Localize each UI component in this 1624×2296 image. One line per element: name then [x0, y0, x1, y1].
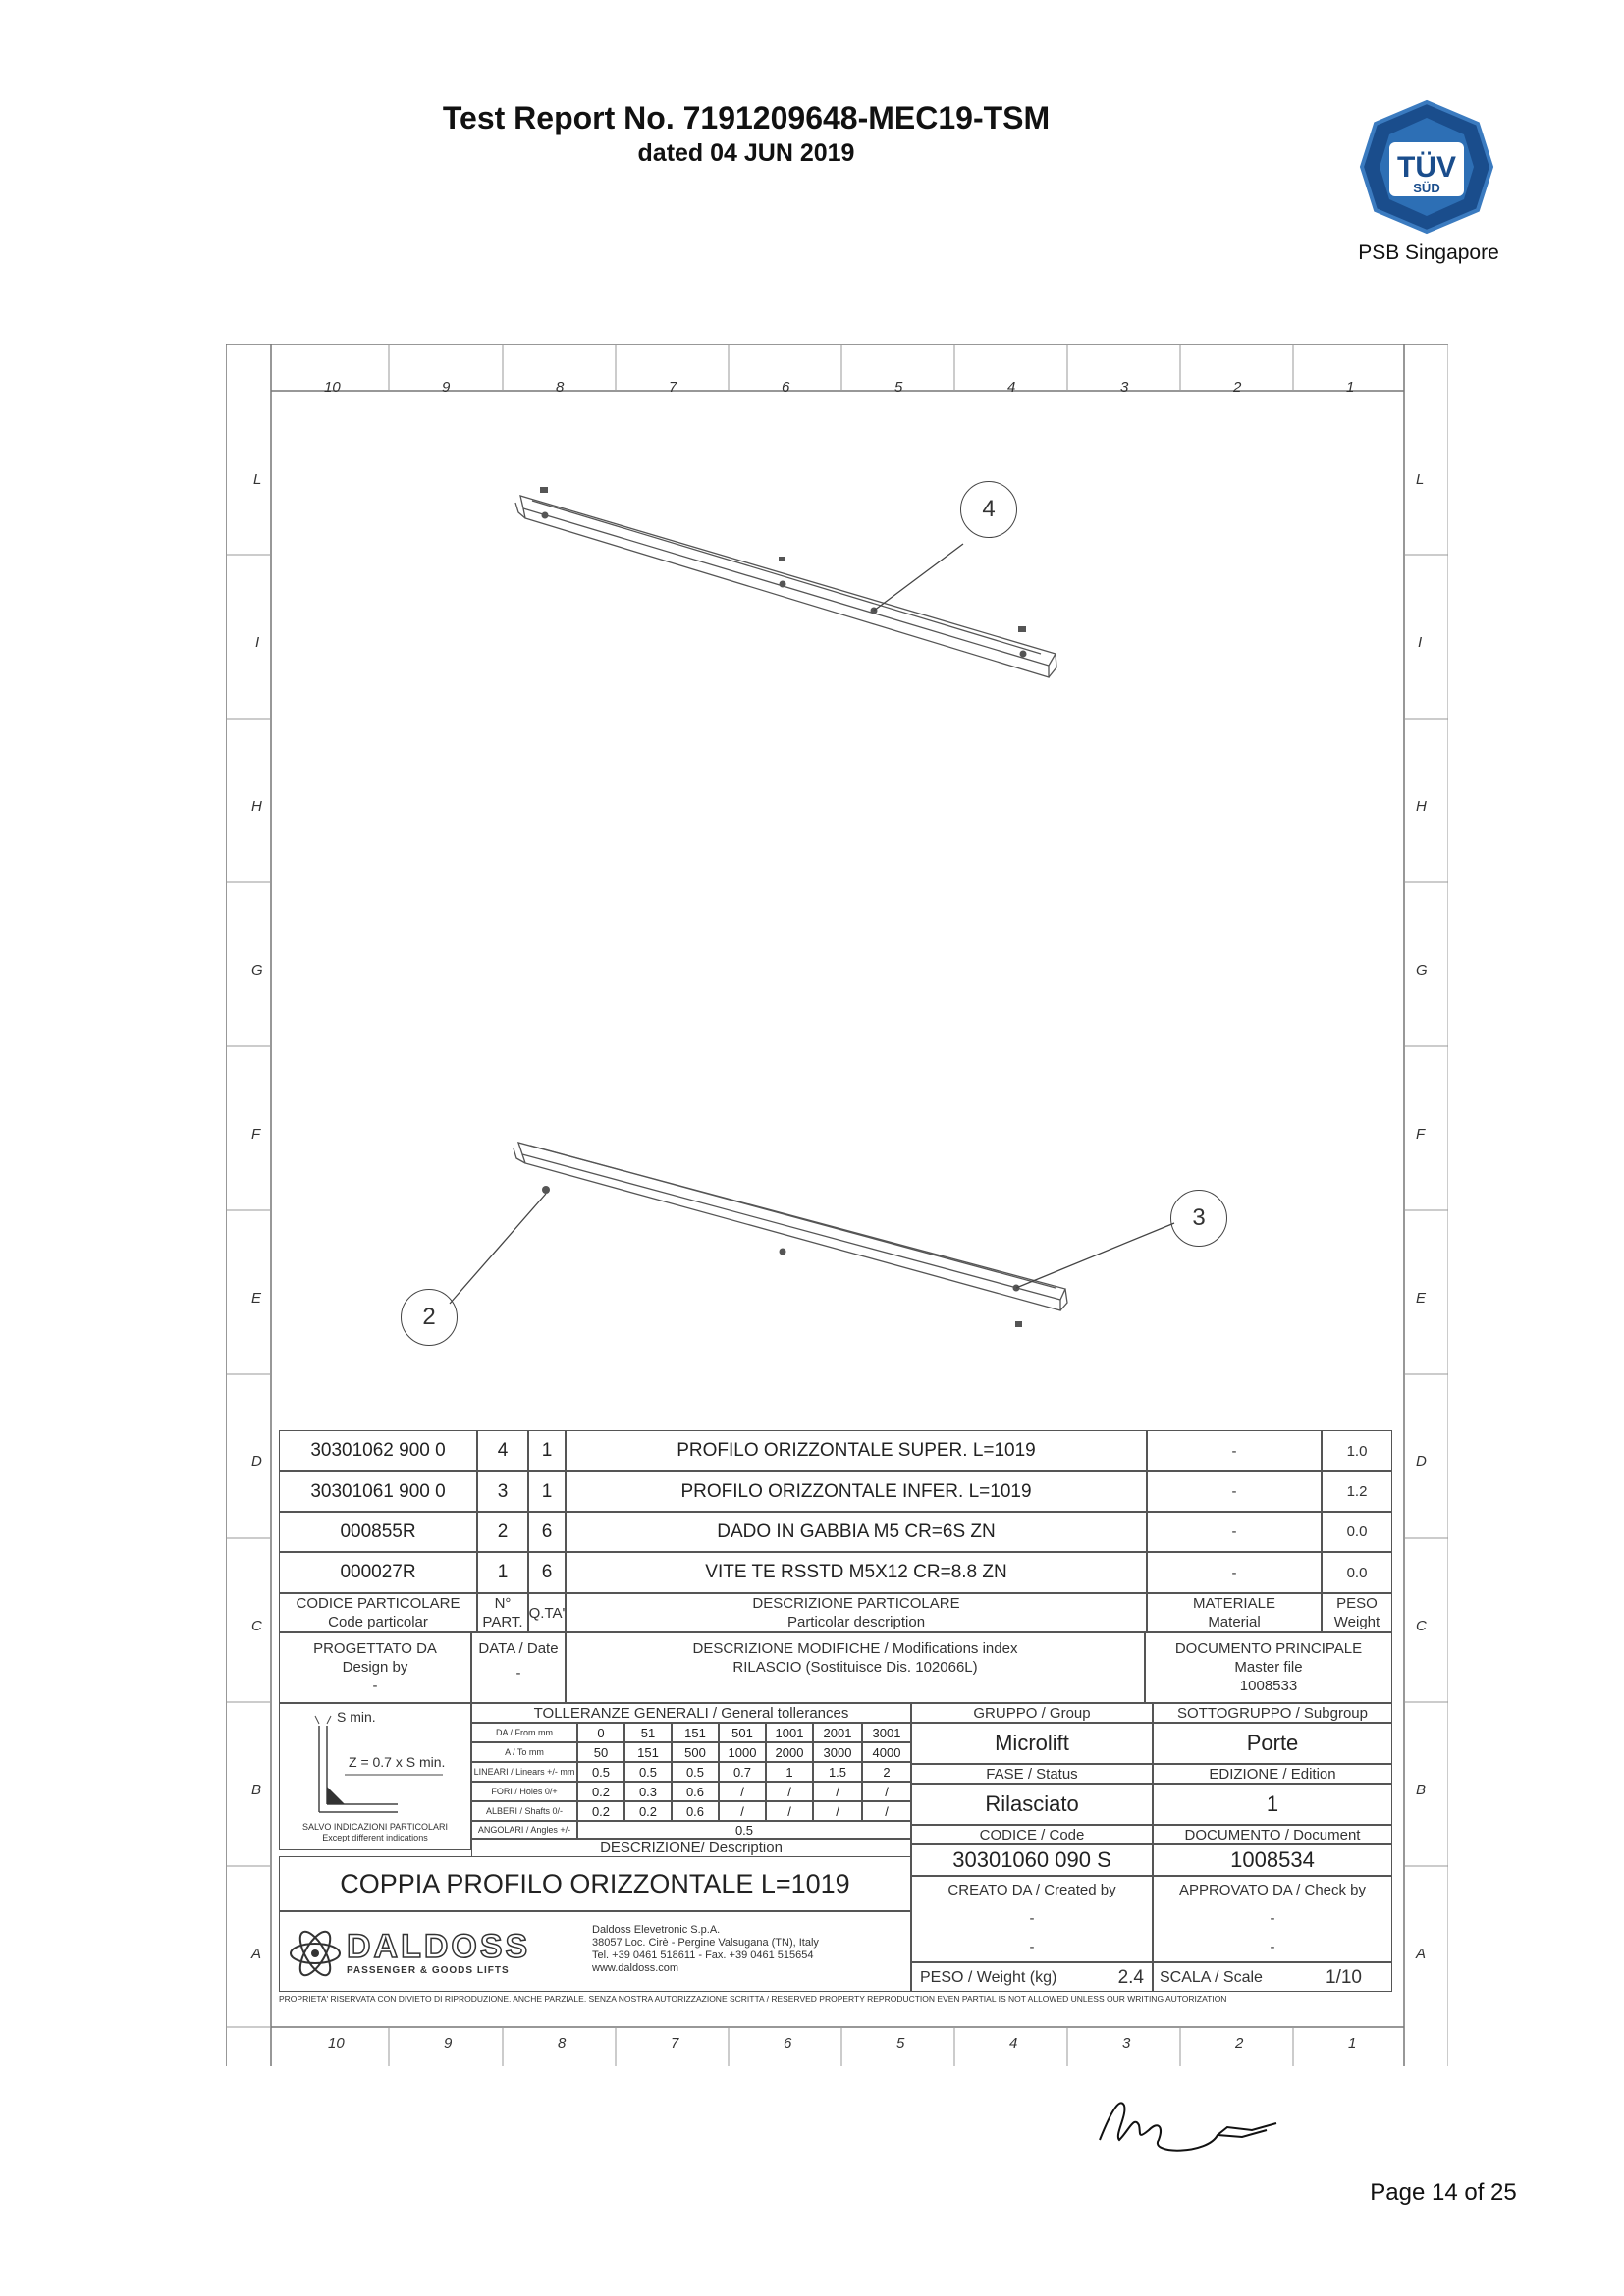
part-code: 30301062 900 0: [279, 1430, 477, 1471]
tuv-logo-text: TÜV: [1397, 151, 1456, 184]
grid-col-label: 3: [1120, 379, 1129, 396]
grid-col-label: 5: [896, 2035, 905, 2052]
part-qty: 6: [528, 1552, 566, 1593]
grid-col-label: 2: [1235, 2035, 1244, 2052]
status-label: FASE / Status: [911, 1764, 1153, 1784]
grid-col-label: 1: [1346, 379, 1355, 396]
grid-row-label: A: [1416, 1946, 1427, 1962]
grid-col-label: 4: [1009, 2035, 1018, 2052]
grid-col-label: 3: [1122, 2035, 1131, 2052]
part-material: -: [1147, 1471, 1322, 1512]
description-value: COPPIA PROFILO ORIZZONTALE L=1019: [279, 1856, 911, 1911]
grid-row-label: B: [1416, 1782, 1427, 1798]
page-number: Page 14 of 25: [1370, 2179, 1517, 2206]
grid-row-label: D: [1416, 1453, 1427, 1469]
lower-profile-screws: [542, 1186, 1022, 1327]
part-code: 000027R: [279, 1552, 477, 1593]
grid-row-label: G: [251, 962, 263, 979]
grid-row-label: F: [1416, 1126, 1426, 1143]
weld-smin: S min.: [337, 1709, 376, 1725]
modifications: DESCRIZIONE MODIFICHE / Modifications index RILASCIO (Sostituisce Dis. 102066L): [566, 1632, 1145, 1703]
part-number: 2: [477, 1512, 528, 1552]
edition-value: 1: [1153, 1784, 1392, 1825]
part-qty: 1: [528, 1471, 566, 1512]
grid-row-label: F: [251, 1126, 261, 1143]
grid-col-label: 4: [1007, 379, 1016, 396]
grid-row-label: H: [251, 798, 262, 815]
daldoss-logo-sub: PASSENGER & GOODS LIFTS: [347, 1965, 510, 1976]
company-info: Daldoss Elevetronic S.p.A. 38057 Loc. Cirè - Pergine Valsugana (TN), Italy Tel. +39 0461 518611 - Fax. +39 0461 515654 www.daldoss.com: [592, 1924, 819, 1974]
grid-row-label: H: [1416, 798, 1427, 815]
grid-col-label: 6: [782, 379, 790, 396]
parts-header-material: MATERIALE Material: [1147, 1593, 1322, 1632]
description-label: DESCRIZIONE/ Description: [471, 1839, 911, 1856]
document-value: 1008534: [1153, 1844, 1392, 1876]
daldoss-logo-text: DALDOSS: [347, 1928, 531, 1965]
grid-row-label: E: [251, 1290, 262, 1307]
upper-profile-screws: [540, 487, 1027, 658]
company-block: [279, 1911, 911, 1992]
part-material: -: [1147, 1430, 1322, 1471]
balloon-2: 2: [401, 1289, 458, 1346]
parts-header-part: N° PART.: [477, 1593, 528, 1632]
parts-header-desc: DESCRIZIONE PARTICOLARE Particolar description: [566, 1593, 1147, 1632]
grid-col-label: 8: [556, 379, 565, 396]
parts-header-qty: Q.TA': [528, 1593, 566, 1632]
part-material: -: [1147, 1512, 1322, 1552]
grid-row-label: L: [253, 471, 262, 488]
weld-box: [279, 1703, 471, 1850]
approved-by: APPROVATO DA / Check by - -: [1153, 1876, 1392, 1962]
grid-row-label: A: [251, 1946, 262, 1962]
part-description: PROFILO ORIZZONTALE INFER. L=1019: [566, 1471, 1147, 1512]
grid-row-label: I: [255, 634, 260, 651]
code-label: CODICE / Code: [911, 1825, 1153, 1844]
grid-col-label: 6: [784, 2035, 792, 2052]
part-weight: 0.0: [1322, 1512, 1392, 1552]
parts-header-weight: PESO Weight: [1322, 1593, 1392, 1632]
part-weight: 1.0: [1322, 1430, 1392, 1471]
report-title: Test Report No. 7191209648-MEC19-TSM: [442, 100, 1051, 135]
subgroup-label: SOTTOGRUPPO / Subgroup: [1153, 1703, 1392, 1723]
grid-col-label: 1: [1348, 2035, 1357, 2052]
design-date: DATA / Date -: [471, 1632, 566, 1703]
weld-formula: Z = 0.7 x S min.: [349, 1754, 446, 1770]
part-number: 3: [477, 1471, 528, 1512]
group-label: GRUPPO / Group: [911, 1703, 1153, 1723]
grid-row-label: I: [1418, 634, 1423, 651]
signature: [1080, 2086, 1306, 2164]
grid-row-label: B: [251, 1782, 262, 1798]
property-notice: PROPRIETA' RISERVATA CON DIVIETO DI RIPRODUZIONE, ANCHE PARZIALE, SENZA NOSTRA AUTORIZZAZIONE SCRITTA / RESERVED PROPERTY REPRODUCTION EVEN PARTIAL IS NOT ALLOWED UNLESS OUR WRITING AUTORIZATION: [279, 1994, 1227, 2003]
tuv-logo: [1358, 98, 1495, 236]
tuv-logo-sub: SÜD: [1413, 181, 1440, 195]
grid-row-label: E: [1416, 1290, 1427, 1307]
edition-label: EDIZIONE / Edition: [1153, 1764, 1392, 1784]
grid-row-label: L: [1416, 471, 1425, 488]
part-number: 4: [477, 1430, 528, 1471]
document-label: DOCUMENTO / Document: [1153, 1825, 1392, 1844]
grid-col-label: 10: [324, 379, 341, 396]
part-description: DADO IN GABBIA M5 CR=6S ZN: [566, 1512, 1147, 1552]
main-document: DOCUMENTO PRINCIPALE Master file 1008533: [1145, 1632, 1392, 1703]
report-date: dated 04 JUN 2019: [637, 139, 855, 167]
part-description: VITE TE RSSTD M5X12 CR=8.8 ZN: [566, 1552, 1147, 1593]
group-value: Microlift: [911, 1723, 1153, 1764]
grid-col-label: 9: [444, 2035, 453, 2052]
weight-box: PESO / Weight (kg) 2.4: [911, 1962, 1153, 1992]
part-qty: 6: [528, 1512, 566, 1552]
part-weight: 1.2: [1322, 1471, 1392, 1512]
grid-col-label: 8: [558, 2035, 567, 2052]
subgroup-value: Porte: [1153, 1723, 1392, 1764]
grid-col-label: 7: [669, 379, 677, 396]
scale-box: SCALA / Scale 1/10: [1153, 1962, 1392, 1992]
part-weight: 0.0: [1322, 1552, 1392, 1593]
created-by: CREATO DA / Created by - -: [911, 1876, 1153, 1962]
balloon-4: 4: [960, 481, 1017, 538]
status-value: Rilasciato: [911, 1784, 1153, 1825]
part-qty: 1: [528, 1430, 566, 1471]
weld-note: SALVO INDICAZIONI PARTICOLARI Except different indications: [301, 1822, 449, 1842]
part-material: -: [1147, 1552, 1322, 1593]
part-code: 000855R: [279, 1512, 477, 1552]
tolerances-title: TOLLERANZE GENERALI / General tollerances: [471, 1703, 911, 1723]
parts-header-code: CODICE PARTICOLARE Code particolar: [279, 1593, 477, 1632]
grid-col-label: 9: [442, 379, 451, 396]
daldoss-logo: [288, 1926, 533, 1981]
grid-row-label: C: [251, 1618, 262, 1634]
grid-row-label: C: [1416, 1618, 1427, 1634]
designed-by: PROGETTATO DA Design by -: [279, 1632, 471, 1703]
grid-col-label: 10: [328, 2035, 345, 2052]
drawing-sheet: 4 3 2 10 9 8 7 6 5 4 3 2 1 10 9 8 7 6 5 4 3 2 1 L I H G F E D C B A L I H G F E D C B A 30301062 900 0 4 1 PROFILO ORIZZONTALE SUPER. L=1019 - 1.0 30301061 900 0 3 1 PROFILO ORIZZONTALE INFER. L=1019 - 1.2 000855R 2 6 DADO IN GABBIA M5 CR=6S ZN - 0.0 000027R 1 6 VITE TE RSSTD M5X12 CR=8.8 ZN - 0.0 CODICE PARTICOLARE Code particolar N° PART. Q.TA' DESCRIZIONE PARTICOLARE Particolar description MATERIALE Material PESO Weight PROGETTATO DA Design by - DATA / Date - DESCRIZIONE MODIFICHE / Modifications index RILASCIO (Sostituisce Dis. 102066L) DOCUMENTO PRINCIPALE Master file 1008533 S min. Z = 0.7 x S min. SALVO INDICAZIONI PARTICOLARI Except different indications TOLLERANZE GENERALI / General tollerances DA / From mm 0 51 151 501 1001 2001 3001 A / To mm 50 151 500 1000 2000 3000 4000 LINEARI / Linears +/- mm 0.5 0.5 0.5 0.7 1 1.5 2 FORI / Holes 0/+ 0.2 0.3 0.6 / / / / ALBERI / Shafts 0/- 0.2 0.2 0.6 / / / / ANGOLARI / Angles +/- 0.5 DESCRIZIONE/ Description COPPIA PROFILO ORIZZONTALE L=1019 GRUPPO / Group Microlift SOTTOGRUPPO / Subgroup Porte FASE / Status Rilasciato EDIZIONE / Edition 1 CODICE / Code 30301060 090 S DOCUMENTO / Document 1008534 CREATO DA / Created by - - APPROVATO DA / Check by - - PESO / Weight (kg) 2.4 SCALA / Scale 1/10 DALDOSS PASSENGER & GOODS LIFTS Daldoss Elevetronic S.p.A. 38057 Loc. Cirè - Pergine Valsugana (TN), Italy Tel. +39 0461 518611 - Fax. +39 0461 515654 www.daldoss.com PROPRIETA' RISERVATA CON DIVIETO DI RIPRODUZIONE, ANCHE PARZIALE, SENZA NOSTRA AUTORIZZAZIONE SCRITTA / RESERVED PROPERTY REPRODUCTION EVEN PARTIAL IS NOT ALLOWED UNLESS OUR WRITING AUTORIZATION: [251, 379, 1428, 2052]
grid-row-label: G: [1416, 962, 1428, 979]
part-description: PROFILO ORIZZONTALE SUPER. L=1019: [566, 1430, 1147, 1471]
balloon-3: 3: [1170, 1190, 1227, 1247]
lower-profile-drawing: [514, 1143, 1067, 1310]
part-code: 30301061 900 0: [279, 1471, 477, 1512]
code-value: 30301060 090 S: [911, 1844, 1153, 1876]
tuv-location: PSB Singapore: [1358, 241, 1499, 264]
grid-col-label: 5: [894, 379, 903, 396]
grid-col-label: 7: [671, 2035, 679, 2052]
grid-row-label: D: [251, 1453, 262, 1469]
part-number: 1: [477, 1552, 528, 1593]
grid-col-label: 2: [1233, 379, 1242, 396]
